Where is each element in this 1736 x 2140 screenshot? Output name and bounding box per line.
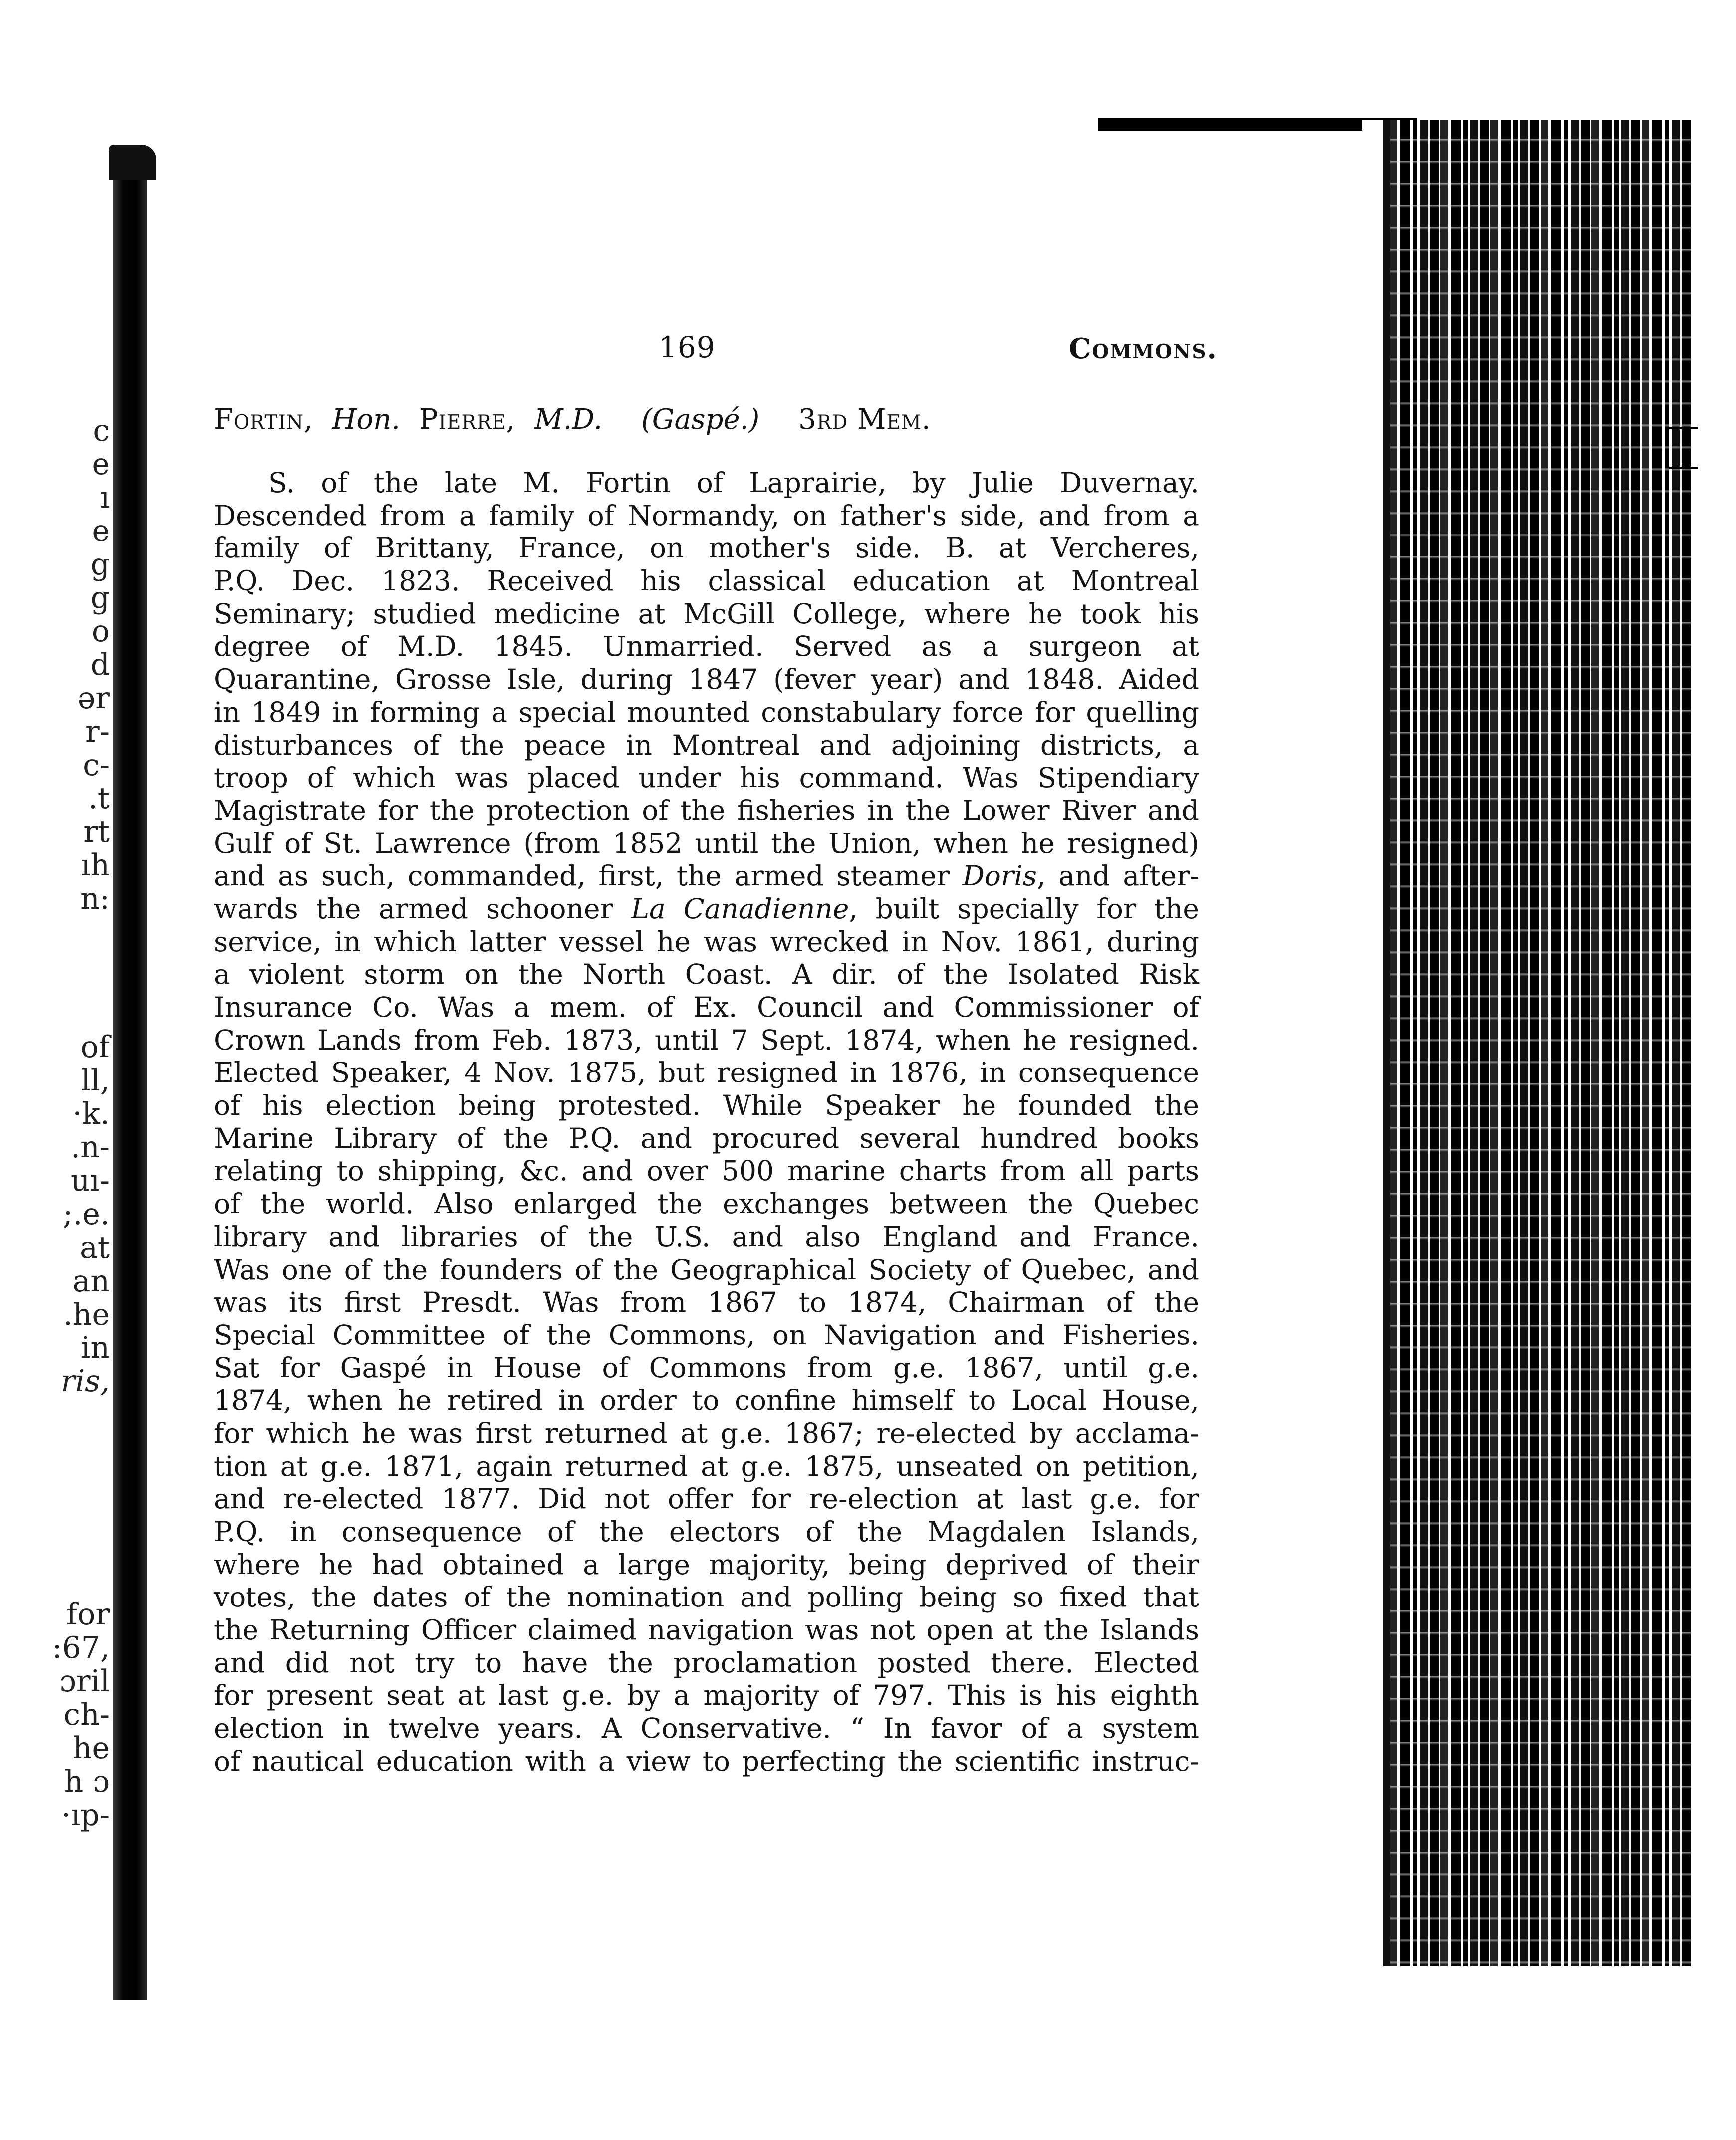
- page-number: 169: [659, 330, 716, 364]
- fragment-line: for: [66, 1597, 110, 1632]
- fragment-line: .t: [88, 781, 110, 816]
- fragment-line: in: [81, 1331, 110, 1365]
- body-line: family of Brittany, France, on mother's side. B. at Vercheres,: [214, 532, 1199, 564]
- body-line: for present seat at last g.e. by a majority of 797. This is his eighth: [214, 1679, 1199, 1712]
- body-line: in 1849 in forming a special mounted constabulary force for quelling: [214, 696, 1199, 728]
- fragment-line: e: [92, 514, 110, 548]
- entry-surname: Fortin,: [214, 403, 313, 436]
- fragment-line: of: [80, 1030, 110, 1065]
- body-line: for which he was first returned at g.e. 1867; re-elected by acclama-: [214, 1417, 1199, 1449]
- entry-constituency: (Gaspé.): [641, 403, 760, 436]
- fragment-line: rt: [83, 814, 110, 849]
- fragment-mid-block: [20, 1031, 110, 1398]
- fragment-line: ;.e.: [63, 1197, 110, 1232]
- biography-body: [214, 467, 1199, 1778]
- fragment-line: uı-: [70, 1163, 110, 1198]
- ship-name: Doris: [962, 860, 1037, 892]
- body-line: election in twelve years. A Conservative. “ In favor of a system: [214, 1712, 1199, 1745]
- fragment-line: :67,: [52, 1630, 110, 1665]
- running-head: Commons.: [1068, 332, 1218, 365]
- body-line: and re-elected 1877. Did not offer for re-election at last g.e. for: [214, 1483, 1199, 1515]
- entry-given-name: Pierre,: [419, 403, 516, 436]
- entry-heading: [214, 403, 931, 436]
- fragment-line: d: [90, 647, 110, 682]
- body-line: Seminary; studied medicine at McGill College, where he took his: [214, 597, 1199, 630]
- fragment-line: g: [90, 547, 110, 582]
- body-line: Elected Speaker, 4 Nov. 1875, but resigned in 1876, in consequence: [214, 1057, 1199, 1089]
- fragment-bottom-block: [20, 1598, 110, 1832]
- fragment-line: ɔril: [59, 1664, 110, 1699]
- body-line: tion at g.e. 1871, again returned at g.e. 1875, unseated on petition,: [214, 1450, 1199, 1482]
- body-line: of nautical education with a view to perfecting the scientific instruc-: [214, 1745, 1199, 1777]
- body-line: and did not try to have the proclamation posted there. Elected: [214, 1646, 1199, 1679]
- fragment-line: ıh: [81, 848, 110, 883]
- binding-shadow-top: [109, 145, 156, 180]
- fragment-line: he: [72, 1731, 110, 1766]
- fragment-line: o: [91, 614, 110, 649]
- fragment-line: ər: [77, 681, 110, 716]
- fragment-line: g: [90, 580, 110, 615]
- body-line: degree of M.D. 1845. Unmarried. Served as a surgeon at: [214, 630, 1199, 663]
- fragment-line: e: [92, 447, 110, 482]
- fragment-line: ris,: [61, 1364, 110, 1399]
- fragment-top-block: [20, 414, 110, 916]
- body-line: votes, the dates of the nomination and polling being so fixed that: [214, 1581, 1199, 1613]
- body-line: Was one of the founders of the Geographical Society of Quebec, and: [214, 1253, 1199, 1286]
- body-line: Gulf of St. Lawrence (from 1852 until the Union, when he resigned): [214, 827, 1199, 859]
- fragment-line: n:: [80, 881, 110, 916]
- body-line: Crown Lands from Feb. 1873, until 7 Sept. 1874, when he resigned.: [214, 1024, 1199, 1056]
- body-line: library and libraries of the U.S. and also England and France.: [214, 1220, 1199, 1253]
- entry-honorific: Hon.: [332, 403, 401, 436]
- fragment-line: ·k.: [72, 1096, 110, 1131]
- fragment-line: ·ıp-: [61, 1798, 110, 1833]
- body-line: Descended from a family of Normandy, on father's side, and from a: [214, 499, 1199, 532]
- fragment-line: at: [80, 1230, 110, 1265]
- body-line: was its first Presdt. Was from 1867 to 1874, Chairman of the: [214, 1286, 1199, 1319]
- body-line: Sat for Gaspé in House of Commons from g.e. 1867, until g.e.: [214, 1351, 1199, 1384]
- body-line: service, in which latter vessel he was wrecked in Nov. 1861, during: [214, 925, 1199, 958]
- entry-degree: M.D.: [534, 403, 603, 436]
- body-line: where he had obtained a large majority, being deprived of their: [214, 1548, 1199, 1581]
- body-line: 1874, when he retired in order to confine himself to Local House,: [214, 1384, 1199, 1417]
- page-edge-stack: [1362, 120, 1692, 1966]
- body-line: relating to shipping, &c. and over 500 marine charts from all parts: [214, 1155, 1199, 1187]
- fragment-line: an: [72, 1264, 110, 1299]
- body-line: Special Committee of the Commons, on Navigation and Fisheries.: [214, 1319, 1199, 1351]
- page-edge-line: [1383, 120, 1390, 1966]
- body-line: Insurance Co. Was a mem. of Ex. Council and Commissioner of: [214, 991, 1199, 1023]
- body-line: a violent storm on the North Coast. A dir. of the Isolated Risk: [214, 958, 1199, 991]
- edge-mark: [1669, 427, 1698, 429]
- fragment-line: h ɔ: [64, 1764, 110, 1799]
- fragment-line: ll,: [81, 1063, 110, 1098]
- fragment-line: c: [93, 413, 110, 448]
- page-edge-gap: [1362, 120, 1383, 1966]
- edge-mark: [1669, 467, 1698, 469]
- body-line: S. of the late M. Fortin of Laprairie, by Julie Duvernay.: [268, 467, 1199, 499]
- body-line: Magistrate for the protection of the fisheries in the Lower River and: [214, 794, 1199, 826]
- body-line: wards the armed schooner La Canadienne, built specially for the: [214, 892, 1199, 925]
- fragment-line: .n-: [71, 1130, 110, 1165]
- body-line: Quarantine, Grosse Isle, during 1847 (fever year) and 1848. Aided: [214, 663, 1199, 696]
- entry-membership: 3rd Mem.: [798, 403, 931, 436]
- binding-shadow: [113, 150, 147, 2000]
- fragment-line: .he: [63, 1297, 110, 1332]
- fragment-line: ch-: [63, 1697, 110, 1732]
- body-line: the Returning Officer claimed navigation was not open at the Islands: [214, 1614, 1199, 1646]
- body-line: P.Q. Dec. 1823. Received his classical education at Montreal: [214, 565, 1199, 597]
- fragment-line: ı: [100, 480, 110, 515]
- body-line: of his election being protested. While Speaker he founded the: [214, 1089, 1199, 1122]
- body-line: of the world. Also enlarged the exchanges between the Quebec: [214, 1188, 1199, 1220]
- ship-name: La Canadienne: [631, 892, 849, 925]
- fragment-line: r-: [85, 714, 110, 749]
- adjacent-page-fragment: [20, 399, 110, 1832]
- page-header: [659, 330, 1218, 370]
- body-line: disturbances of the peace in Montreal and adjoining districts, a: [214, 729, 1199, 761]
- body-line: Marine Library of the P.Q. and procured several hundred books: [214, 1122, 1199, 1154]
- fragment-line: c-: [83, 748, 110, 783]
- body-line: troop of which was placed under his command. Was Stipendiary: [214, 762, 1199, 794]
- body-line: P.Q. in consequence of the electors of the Magdalen Islands,: [214, 1516, 1199, 1548]
- body-line: and as such, commanded, first, the armed steamer Doris, and after-: [214, 860, 1199, 892]
